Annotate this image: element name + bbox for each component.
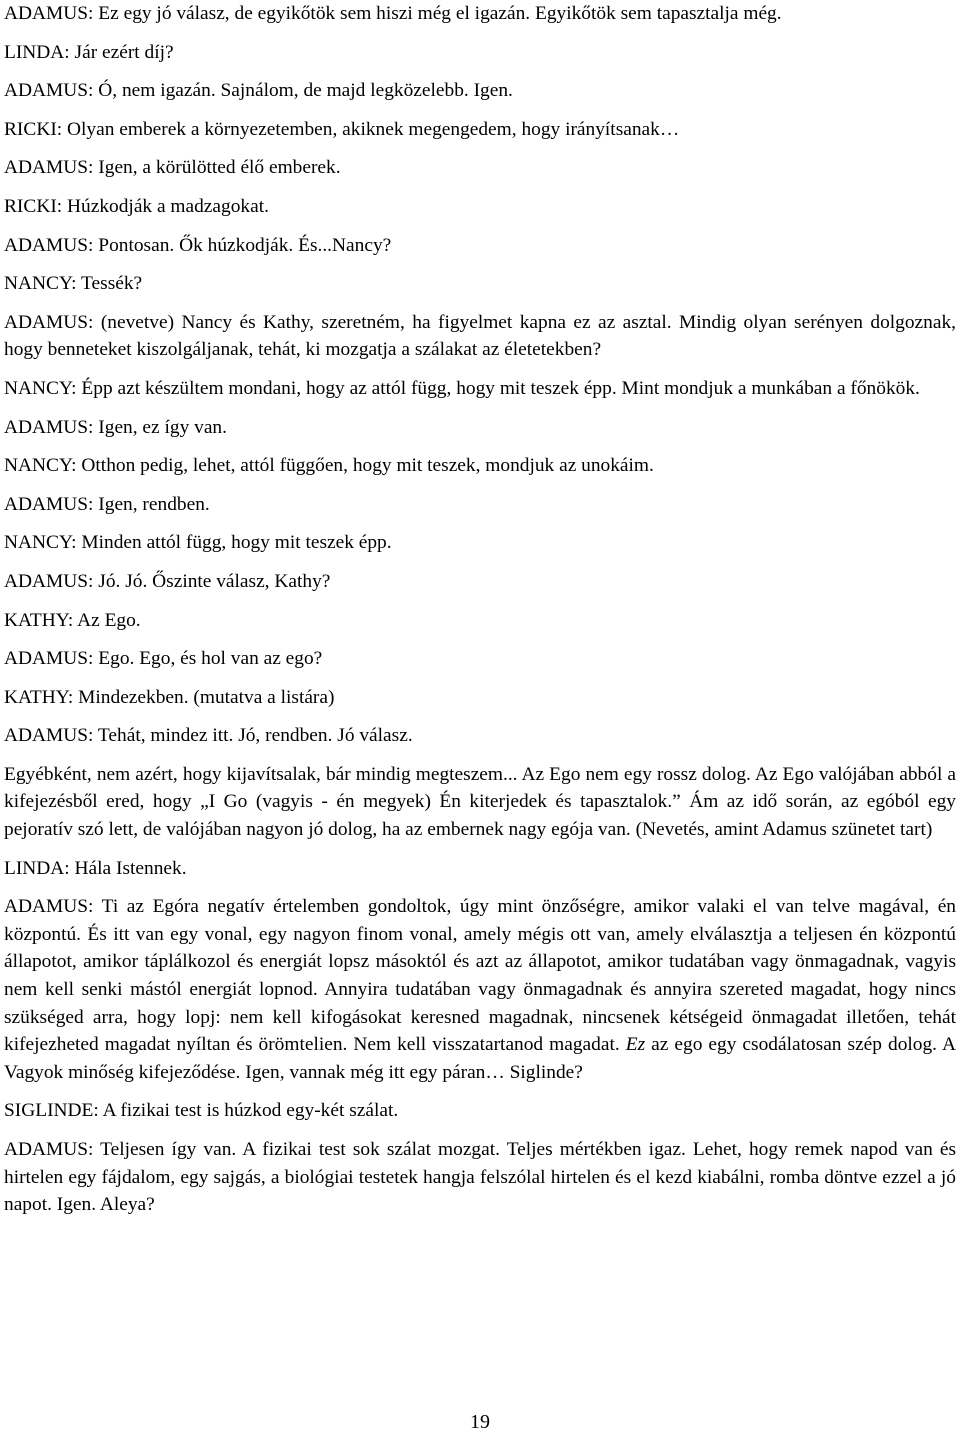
speaker-label: NANCY: (4, 455, 77, 477)
paragraph-14 (4, 529, 956, 557)
paragraph-text: A fizikai test is húzkod egy-két szálat. (98, 1100, 399, 1122)
speaker-label: ADAMUS: (4, 416, 94, 438)
speaker-label: ADAMUS: (4, 80, 94, 102)
paragraph-4 (4, 116, 956, 144)
paragraph-9 (4, 309, 956, 364)
paragraph-12 (4, 452, 956, 480)
paragraph-2 (4, 39, 956, 67)
speaker-label: ADAMUS: (4, 493, 94, 515)
paragraph-text: Hála Istennek. (69, 857, 187, 879)
paragraph-text: Épp azt készültem mondani, hogy az attól függ, hogy mit teszek épp. Mint mondjuk a munkában a főnökök. (76, 377, 920, 399)
paragraph-text: Jó. Jó. Őszinte válasz, Kathy? (93, 570, 331, 592)
speaker-label: RICKI: (4, 195, 63, 217)
paragraph-18 (4, 684, 956, 712)
paragraph-3 (4, 77, 956, 105)
speaker-label: RICKI: (4, 118, 63, 140)
speaker-label: ADAMUS: (4, 311, 94, 333)
paragraph-6 (4, 193, 956, 221)
paragraph-text: Az Ego. (73, 609, 141, 631)
speaker-label: ADAMUS: (4, 3, 94, 24)
paragraph-text: Otthon pedig, lehet, attól függően, hogy mit teszek, mondjuk az unokáim. (76, 455, 654, 477)
paragraph-text: Igen, a körülötted élő emberek. (93, 157, 341, 179)
paragraph-text: Olyan emberek a környezetemben, akiknek megengedem, hogy irányítsanak… (62, 118, 680, 140)
paragraph-1 (4, 0, 956, 28)
paragraph-15 (4, 568, 956, 596)
paragraph-text: Teljesen így van. A fizikai test sok szálat mozgat. Teljes mértékben igaz. Lehet, hogy remek napod van és hirtelen egy fájdalom, egy sajgás, a biológiai testetek hangja felszólal hirtelen és el kezd kiabálni, romba döntve ezzel a jó napot. Igen. Aleya? (4, 1139, 956, 1216)
paragraph-text: (nevetve) Nancy és Kathy, szeretném, ha figyelmet kapna ez az asztal. Mindig olyan serényen dolgoznak, hogy benneteket kiszolgáljanak, tehát, ki mozgatja a szálakat az életetekben? (4, 311, 956, 361)
paragraph-8 (4, 270, 956, 298)
paragraph-text: Mindezekben. (mutatva a listára) (73, 686, 335, 708)
paragraph-24 (4, 1136, 956, 1219)
paragraph-19 (4, 722, 956, 750)
paragraph-text: Ez egy jó válasz, de egyikőtök sem hiszi még el igazán. Egyikőtök sem tapasztalja még. (93, 3, 782, 24)
paragraph-text-continued: az ego egy csodálatosan szép dolog. A Vagyok minőség kifejeződése. Igen, vannak még itt egy páran… Siglinde? (4, 1034, 956, 1083)
paragraph-7 (4, 232, 956, 260)
paragraph-text: Pontosan. Ők húzkodják. És...Nancy? (93, 234, 392, 256)
speaker-label: KATHY: (4, 686, 74, 708)
italic-word: Ez (625, 1034, 646, 1056)
paragraph-13 (4, 491, 956, 519)
speaker-label: ADAMUS: (4, 648, 94, 670)
paragraph-text: Húzkodják a madzagokat. (62, 195, 269, 217)
paragraph-text: Igen, rendben. (93, 493, 210, 515)
paragraph-20 (4, 761, 956, 844)
document-page (4, 0, 956, 1219)
paragraph-text: Ego. Ego, és hol van az ego? (93, 648, 323, 670)
speaker-label: ADAMUS: (4, 1139, 94, 1160)
speaker-label: NANCY: (4, 377, 77, 399)
paragraph-text: Ó, nem igazán. Sajnálom, de majd legközelebb. Igen. (93, 80, 513, 102)
speaker-label: ADAMUS: (4, 157, 94, 179)
speaker-label: ADAMUS: (4, 725, 94, 747)
speaker-label: NANCY: (4, 273, 77, 295)
speaker-label: SIGLINDE: (4, 1100, 99, 1122)
paragraph-21 (4, 855, 956, 883)
paragraph-5 (4, 154, 956, 182)
paragraph-23 (4, 1097, 956, 1125)
speaker-label: KATHY: (4, 609, 74, 631)
paragraph-22 (4, 893, 956, 1086)
paragraph-17 (4, 645, 956, 673)
paragraph-10 (4, 375, 956, 403)
paragraph-text: Minden attól függ, hogy mit teszek épp. (76, 532, 392, 554)
paragraph-text: Igen, ez így van. (93, 416, 227, 438)
speaker-label: LINDA: (4, 41, 70, 63)
speaker-label: NANCY: (4, 532, 77, 554)
paragraph-text: Jár ezért díj? (69, 41, 174, 63)
speaker-label: LINDA: (4, 857, 70, 879)
paragraph-16 (4, 607, 956, 635)
page-number: 19 (470, 1411, 490, 1433)
speaker-label: ADAMUS: (4, 896, 94, 918)
paragraph-11 (4, 414, 956, 442)
paragraph-text: Ti az Egóra negatív értelemben gondoltok, úgy mint önzőségre, amikor valaki el van telve magával, én központú. És itt van egy vonal, egy nagyon finom vonal, amely mégis ott van, amely elválasztja a teljesen én központú állapotot, amikor táplálkozol és energiát lopsz másoktól és azt az állapotot, amikor tudatában vagy önmagadnak, vagyis nem kell senki mástól energiát lopnod. Annyira tudatában vagy önmagadnak és annyira szereted magadat, hogy nincs szükséged arra, hogy lopj: nem kell kifogásokat keresned magadnak, nincsenek kétségeid önmagadat illetően, tehát kifejezheted magadat nyíltan és örömtelien. Nem kell visszatartanod magadat. (4, 896, 956, 1056)
speaker-label: ADAMUS: (4, 234, 94, 256)
paragraph-text: Egyébként, nem azért, hogy kijavítsalak, bár mindig megteszem... Az Ego nem egy rossz dolog. Az Ego valójában abból a kifejezésből ered, hogy „I Go (vagyis - én megyek) Én kiterjedek és tapasztalok.” Ám az idő során, az egóból egy pejoratív szó lett, de valójában nagyon jó dolog, ha az embernek nagy egója van. (Nevetés, amint Adamus szünetet tart) (4, 763, 956, 841)
speaker-label: ADAMUS: (4, 570, 94, 592)
paragraph-text: Tehát, mindez itt. Jó, rendben. Jó válasz. (93, 725, 413, 747)
paragraph-text: Tessék? (76, 273, 143, 295)
